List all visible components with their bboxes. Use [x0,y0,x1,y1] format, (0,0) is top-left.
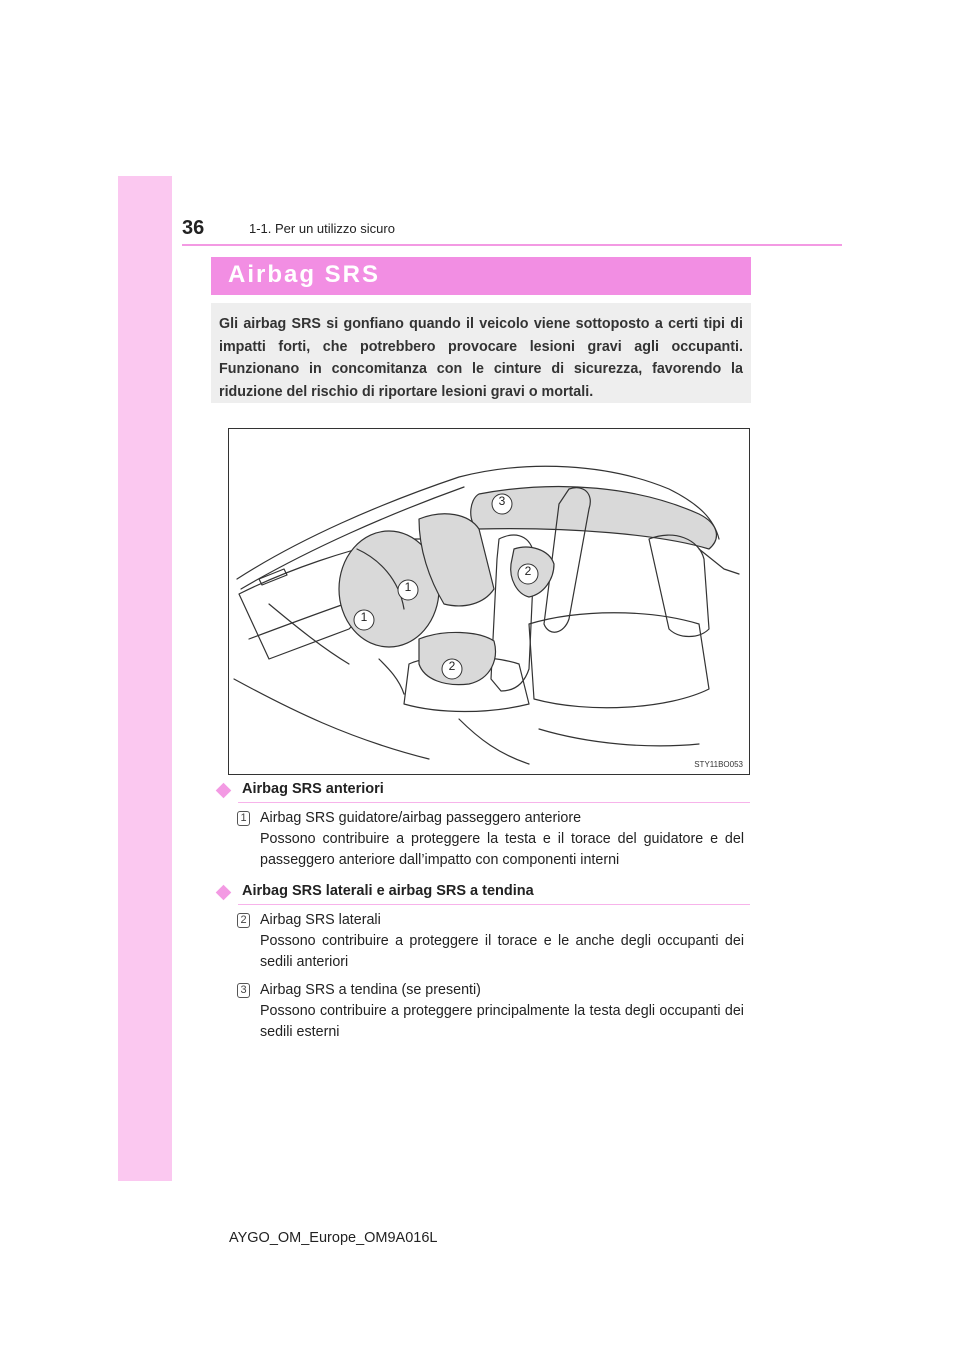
item-description: Possono contribuire a proteggere il torace e le anche degli occupanti dei sedili anteriori [260,933,744,970]
callout-label: 2 [524,564,532,578]
item-number-badge: 3 [237,983,250,998]
callout-label: 2 [448,659,456,673]
item-description: Possono contribuire a proteggere la testa e il torace del guidatore e del passeggero anteriore dall’impatto con componenti interni [260,831,744,868]
subsection-heading: Airbag SRS anteriori [242,781,384,797]
item-number-badge: 1 [237,811,250,826]
footer-doc-id: AYGO_OM_Europe_OM9A016L [229,1230,438,1246]
item-number-badge: 2 [237,913,250,928]
item-title: Airbag SRS laterali [260,912,381,928]
chapter-side-tab [118,176,172,1181]
item-side-airbag [260,910,744,973]
callout-label: 1 [360,610,368,624]
page-number: 36 [182,217,205,239]
airbag-illustration [228,428,750,775]
subsection-rule [238,802,750,803]
breadcrumb: 1-1. Per un utilizzo sicuro [249,221,395,236]
item-description: Possono contribuire a proteggere principalmente la testa degli occupanti dei sedili esterni [260,1003,744,1040]
item-title: Airbag SRS guidatore/airbag passeggero anteriore [260,810,582,826]
item-title: Airbag SRS a tendina (se presenti) [260,982,481,998]
section-title-bar [211,257,751,295]
item-front-airbag [260,808,744,871]
figure-code: STY11BO053 [694,760,743,769]
diamond-bullet-icon [216,885,232,901]
subsection-rule [238,904,750,905]
intro-box [211,303,751,403]
callout-label: 1 [404,580,412,594]
diamond-bullet-icon [216,783,232,799]
intro-text: Gli airbag SRS si gonfiano quando il veicolo viene sottoposto a certi tipi di impatti forti, che potrebbero provocare lesioni gravi agli occupanti. Funzionano in concomitanza con le cinture di sicurezza, favorendo la riduzione del rischio di riportare lesioni gravi o mortali. [219,316,743,400]
header-rule [182,244,842,246]
callout-label: 3 [498,494,506,508]
item-curtain-airbag [260,980,744,1043]
subsection-heading: Airbag SRS laterali e airbag SRS a tendina [242,883,534,899]
car-interior-drawing [229,429,749,774]
section-title: Airbag SRS [228,261,381,288]
